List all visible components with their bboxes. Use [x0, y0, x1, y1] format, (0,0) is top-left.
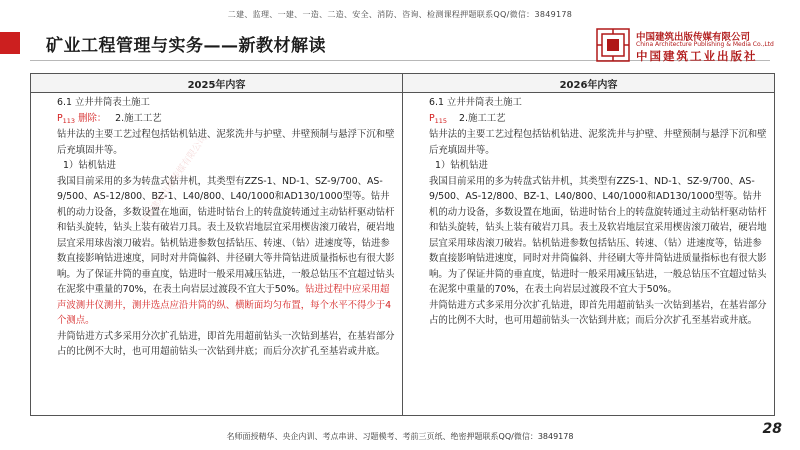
- paragraph-3: 井筒钻进方式多采用分次扩孔钻进，即首先用超前钻头一次钻到基岩，在基岩部分占的比例不大时，也可用超前钻头一次钻到井底；而后分次扩孔至基岩或井底。: [57, 330, 395, 357]
- paragraph-2: [37, 174, 396, 329]
- cell-2026-content: [403, 93, 775, 416]
- comparison-table: [30, 73, 775, 416]
- delete-label: 删除：: [78, 112, 107, 124]
- page-number: 28: [762, 421, 782, 437]
- deleted-text: 钻进过程中应采用超声波测井仪测井，测井选点应沿井筒的纵、横断面均匀布置，每个水平不得少于4个测点。: [57, 284, 392, 326]
- page-prefix: P: [429, 112, 435, 124]
- sub-heading: 1）钻机钻进: [63, 160, 116, 171]
- publisher-emblem-icon: [596, 28, 630, 62]
- page-title: 矿业工程管理与实务——新教材解读: [46, 36, 326, 56]
- publisher-en-name: China Architecture Publishing & Media Co.,Ltd: [636, 41, 774, 48]
- publisher-big-name: 中国建筑工业出版社: [636, 49, 758, 63]
- publisher-logo: [596, 26, 786, 66]
- paragraph-3: 井筒钻进方式多采用分次扩孔钻进，即首先用超前钻头一次钻到基岩，在基岩部分占的比例不大时，也可用超前钻头一次钻到井底；而后分次扩孔至基岩或井底。: [429, 299, 767, 326]
- paragraph-1: 钻井法的主要工艺过程包括钻机钻进、泥浆洗井与护壁、井壁预制与悬浮下沉和壁后充填固井等。: [57, 129, 395, 156]
- paragraph-1: 钻井法的主要工艺过程包括钻机钻进、泥浆洗井与护壁、井壁预制与悬浮下沉和壁后充填固井等。: [429, 129, 767, 156]
- sub-heading: 1）钻机钻进: [435, 160, 488, 171]
- footer-contact-note: 名师面授精华、央企内训、考点串讲、习题模考、考前三页纸、绝密押题联系QQ/微信：3849178: [226, 432, 574, 441]
- page-ref-line: [37, 111, 396, 128]
- page-ref-line: [409, 111, 768, 128]
- paragraph-2: 我国目前采用的多为转盘式钻井机，其类型有ZZS-1、ND-1、SZ-9/700、AS-9/500、AS-12/800、BZ-1、L40/800、L40/1000和AD130/1000型等。钻井机的动力设备，多数设置在地面，钻进时钻台上的转盘旋转通过主动钻杆驱动钻杆和钻头旋转，钻头上装有破岩刀具。表土及软岩地层宜采用楔齿滚刀破岩，硬岩地层宜采用球齿滚刀破岩。钻机钻进参数包括钻压、转速、（钻）进速度等，钻进参数直接影响钻进速度，同时对井筒偏斜、井径刷大等井筒钻进质量指标也有很大影响。为了保证井筒的垂直度，钻进时一般采用减压钻进，一般总钻压不宜超过钻头在泥浆中重量的70%，在表土向岩层过渡段不宜大于50%。: [429, 175, 767, 295]
- page-prefix: P: [57, 112, 63, 124]
- title-accent-bar: [0, 32, 20, 54]
- page-number-ref: 113: [62, 116, 76, 125]
- section-heading: 6.1 立井井筒表土施工: [57, 97, 150, 108]
- column-header-2025: 2025年内容: [31, 74, 403, 93]
- paragraph-2-text: 我国目前采用的多为转盘式钻井机，其类型有ZZS-1、ND-1、SZ-9/700、AS-9/500、AS-12/800、BZ-1、L40/800、L40/1000和AD130/1000型等。钻井机的动力设备，多数设置在地面，钻进时钻台上的转盘旋转通过主动钻杆驱动钻杆和钻头旋转，钻头上装有破岩刀具。表土及软岩地层宜采用楔齿滚刀破岩，硬岩地层宜采用球齿滚刀破岩。钻机钻进参数包括钻压、转速、（钻）进速度等，钻进参数直接影响钻进速度，同时对井筒偏斜、井径刷大等井筒钻进质量指标也有很大影响。为了保证井筒的垂直度，钻进时一般采用减压钻进，一般总钻压不宜超过钻头在泥浆中重量的70%，在表土向岩层过渡段不宜大于50%。: [57, 175, 395, 295]
- cell-2025-content: [31, 93, 403, 416]
- publisher-cn-name: 中国建筑出版传媒有限公司: [636, 32, 751, 43]
- watermark: 中国建筑出版传媒有限公司: [139, 133, 210, 228]
- item-heading: 2.施工工艺: [459, 112, 506, 124]
- section-heading: 6.1 立井井筒表土施工: [429, 97, 522, 108]
- page-number-ref: 115: [434, 116, 448, 125]
- column-header-2026: 2026年内容: [403, 74, 775, 93]
- item-heading: 2.施工工艺: [115, 112, 162, 124]
- top-contact-note: 二建、监理、一建、一造、二造、安全、消防、咨询、检测课程押题联系QQ/微信：3849178: [227, 10, 573, 19]
